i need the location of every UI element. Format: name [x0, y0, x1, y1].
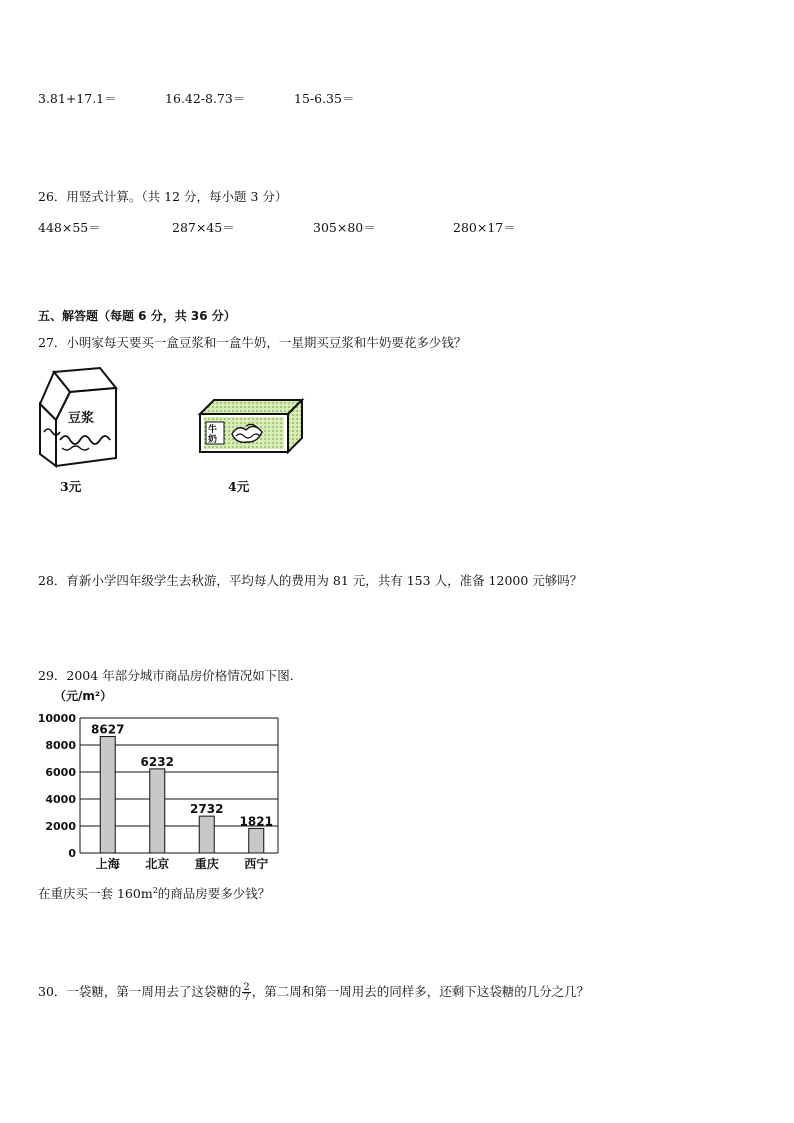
soymilk-label: 豆浆 — [68, 411, 95, 426]
q29-text: 29．2004 年部分城市商品房价格情况如下图． — [38, 668, 303, 683]
chart-category-label: 西宁 — [244, 857, 269, 871]
section5-title: 五、解答题（每题 6 分，共 36 分） — [38, 309, 236, 323]
calc-1: 3.81+17.1＝ — [38, 91, 117, 106]
chart-bar — [100, 737, 115, 853]
milk-price: 4元 — [228, 479, 250, 494]
chart-ytick-label: 4000 — [45, 793, 76, 806]
chart-bar — [249, 828, 264, 853]
soymilk-carton-image — [36, 362, 126, 472]
q30-fraction — [242, 983, 250, 1002]
q30-post: ，第二周和第一周用去的同样多，还剩下这袋糖的几分之几？ — [251, 984, 590, 999]
q27-text: 27．小明家每天要买一盒豆浆和一盒牛奶，一星期买豆浆和牛奶要花多少钱？ — [38, 335, 467, 350]
chart-category-label: 北京 — [145, 857, 170, 871]
q26-item-1: 448×55＝ — [38, 220, 101, 235]
chart-ytick-label: 0 — [68, 847, 76, 860]
q29-question-pre: 在重庆买一套 160m — [38, 886, 153, 901]
soymilk-price: 3元 — [60, 479, 82, 494]
price-bar-chart — [30, 686, 290, 876]
q30-frac-num: 2 — [243, 982, 250, 993]
milk-label-1: 牛 — [208, 425, 218, 435]
chart-category-label: 重庆 — [194, 857, 219, 871]
chart-ylabel: （元/m²） — [54, 689, 113, 703]
chart-bar — [199, 816, 214, 853]
q26-item-2: 287×45＝ — [172, 220, 235, 235]
calc-3: 15-6.35＝ — [294, 91, 355, 106]
chart-ytick-label: 8000 — [45, 739, 76, 752]
q30-pre: 30．一袋糖，第一周用去了这袋糖的 — [38, 984, 242, 999]
q29-question-sup: 2 — [152, 885, 158, 895]
chart-data-label: 1821 — [239, 814, 273, 829]
milk-label-2: 奶 — [208, 435, 218, 445]
q30-frac-den: 7 — [243, 992, 250, 1003]
q26-item-4: 280×17＝ — [453, 220, 516, 235]
calc-2: 16.42-8.73＝ — [165, 91, 246, 106]
q26-item-3: 305×80＝ — [313, 220, 376, 235]
q28-text: 28．育新小学四年级学生去秋游，平均每人的费用为 81 元，共有 153 人，准备 12000 元够吗？ — [38, 573, 583, 588]
chart-data-label: 6232 — [140, 754, 174, 769]
chart-bar — [150, 769, 165, 853]
chart-category-label: 上海 — [95, 857, 120, 871]
chart-ytick-label: 6000 — [45, 766, 76, 779]
q29-question-post: 的商品房要多少钱？ — [157, 886, 271, 901]
q29-question — [38, 884, 270, 902]
chart-data-label: 2732 — [190, 802, 224, 817]
chart-ytick-label: 2000 — [45, 820, 76, 833]
chart-ytick-label: 10000 — [37, 712, 76, 725]
q30-text — [38, 982, 589, 1002]
chart-data-label: 8627 — [91, 722, 125, 737]
q26-title: 26．用竖式计算。（共 12 分，每小题 3 分） — [38, 189, 288, 204]
milk-box-image — [196, 394, 308, 456]
